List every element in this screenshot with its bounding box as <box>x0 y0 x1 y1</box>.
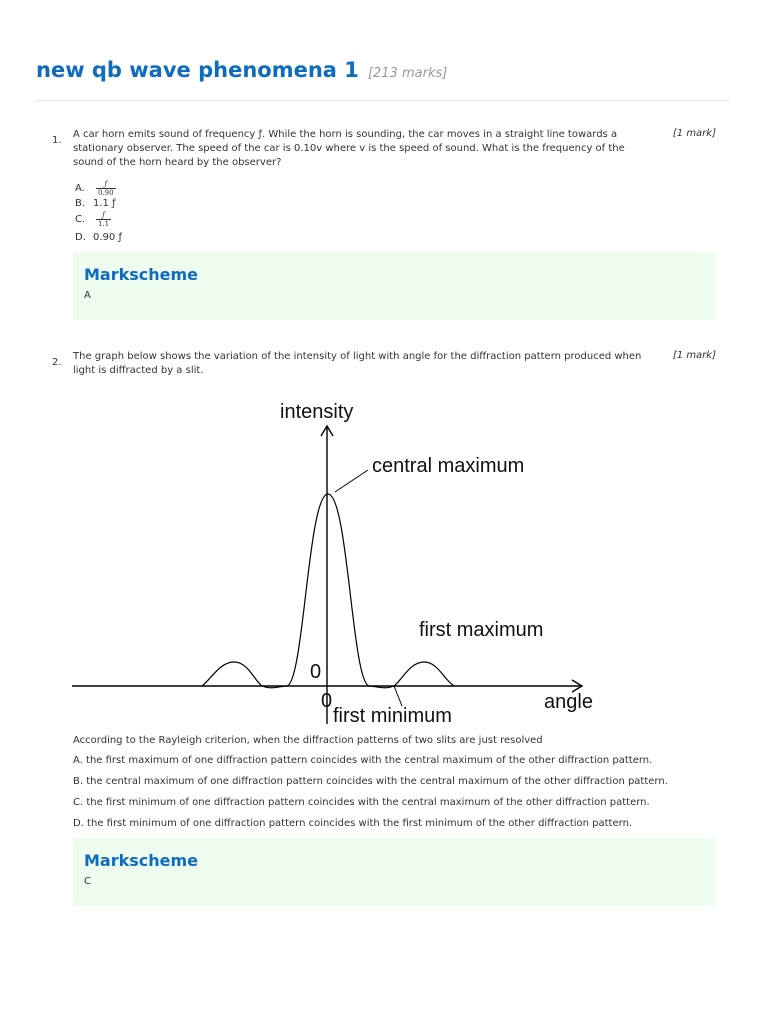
option-text: 0.90 ƒ <box>93 232 122 243</box>
question-number: 2. <box>52 357 62 368</box>
markscheme-answer: C <box>84 876 91 887</box>
option-d <box>75 231 122 245</box>
option-label: D. <box>75 232 86 243</box>
option-a <box>75 180 116 197</box>
fraction-numerator: ƒ <box>104 180 108 188</box>
total-marks: [213 marks] <box>367 66 448 81</box>
page-title: new qb wave phenomena 1 <box>36 58 359 82</box>
question-text: The graph below shows the variation of the intensity of light with angle for the diffraction pattern produced when light is diffracted by a slit. <box>73 351 642 376</box>
first-minimum-label: first minimum <box>333 705 452 727</box>
option-label: A. <box>75 182 85 194</box>
option-b <box>75 197 116 211</box>
header-divider <box>36 100 730 101</box>
question-prompt: According to the Rayleigh criterion, when the diffraction patterns of two slits are just resolved <box>73 735 543 746</box>
intensity-curve <box>202 494 454 688</box>
fraction-denominator: 0.90 <box>98 189 114 197</box>
y-axis-label: intensity <box>280 401 354 423</box>
page-header <box>36 58 730 82</box>
option-a: A. the first maximum of one diffraction pattern coincides with the central maximum of the other diffraction pattern. <box>73 755 653 766</box>
origin-label-lower: 0 <box>321 690 333 712</box>
markscheme-title: Markscheme <box>84 851 199 870</box>
option-label: C. <box>75 213 86 225</box>
origin-label-upper: 0 <box>310 661 322 683</box>
markscheme-title: Markscheme <box>84 265 199 284</box>
option-c <box>75 211 111 228</box>
fraction-denominator: 1.1 <box>98 220 110 228</box>
diffraction-graph <box>72 394 612 728</box>
question-mark: [1 mark] <box>672 350 716 361</box>
fraction <box>96 211 111 228</box>
first-min-pointer <box>394 686 402 706</box>
question-text: A car horn emits sound of frequency ƒ. While the horn is sounding, the car moves in a straight line towards a stationary observer. The speed of the car is 0.10v where v is the speed of sound. What is the frequency of the sound of the horn heard by the observer? <box>73 129 625 168</box>
markscheme-box <box>73 252 716 320</box>
question-number: 1. <box>52 135 62 146</box>
option-label: B. <box>75 198 86 209</box>
first-maximum-label: first maximum <box>419 619 544 641</box>
central-maximum-label: central maximum <box>372 455 525 477</box>
fraction-numerator: ƒ <box>102 211 105 219</box>
central-max-pointer <box>335 470 368 492</box>
x-axis-label: angle <box>544 691 593 713</box>
option-d: D. the first minimum of one diffraction pattern coincides with the first minimum of the other diffraction pattern. <box>73 818 633 829</box>
option-c: C. the first minimum of one diffraction pattern coincides with the central maximum of the other diffraction pattern. <box>73 797 650 808</box>
option-text: 1.1 ƒ <box>93 198 116 209</box>
markscheme-box <box>73 838 716 906</box>
markscheme-answer: A <box>84 290 91 301</box>
question-mark: [1 mark] <box>672 128 716 139</box>
fraction <box>96 180 116 197</box>
option-b: B. the central maximum of one diffraction pattern coincides with the central maximum of the other diffraction pattern. <box>73 776 668 787</box>
